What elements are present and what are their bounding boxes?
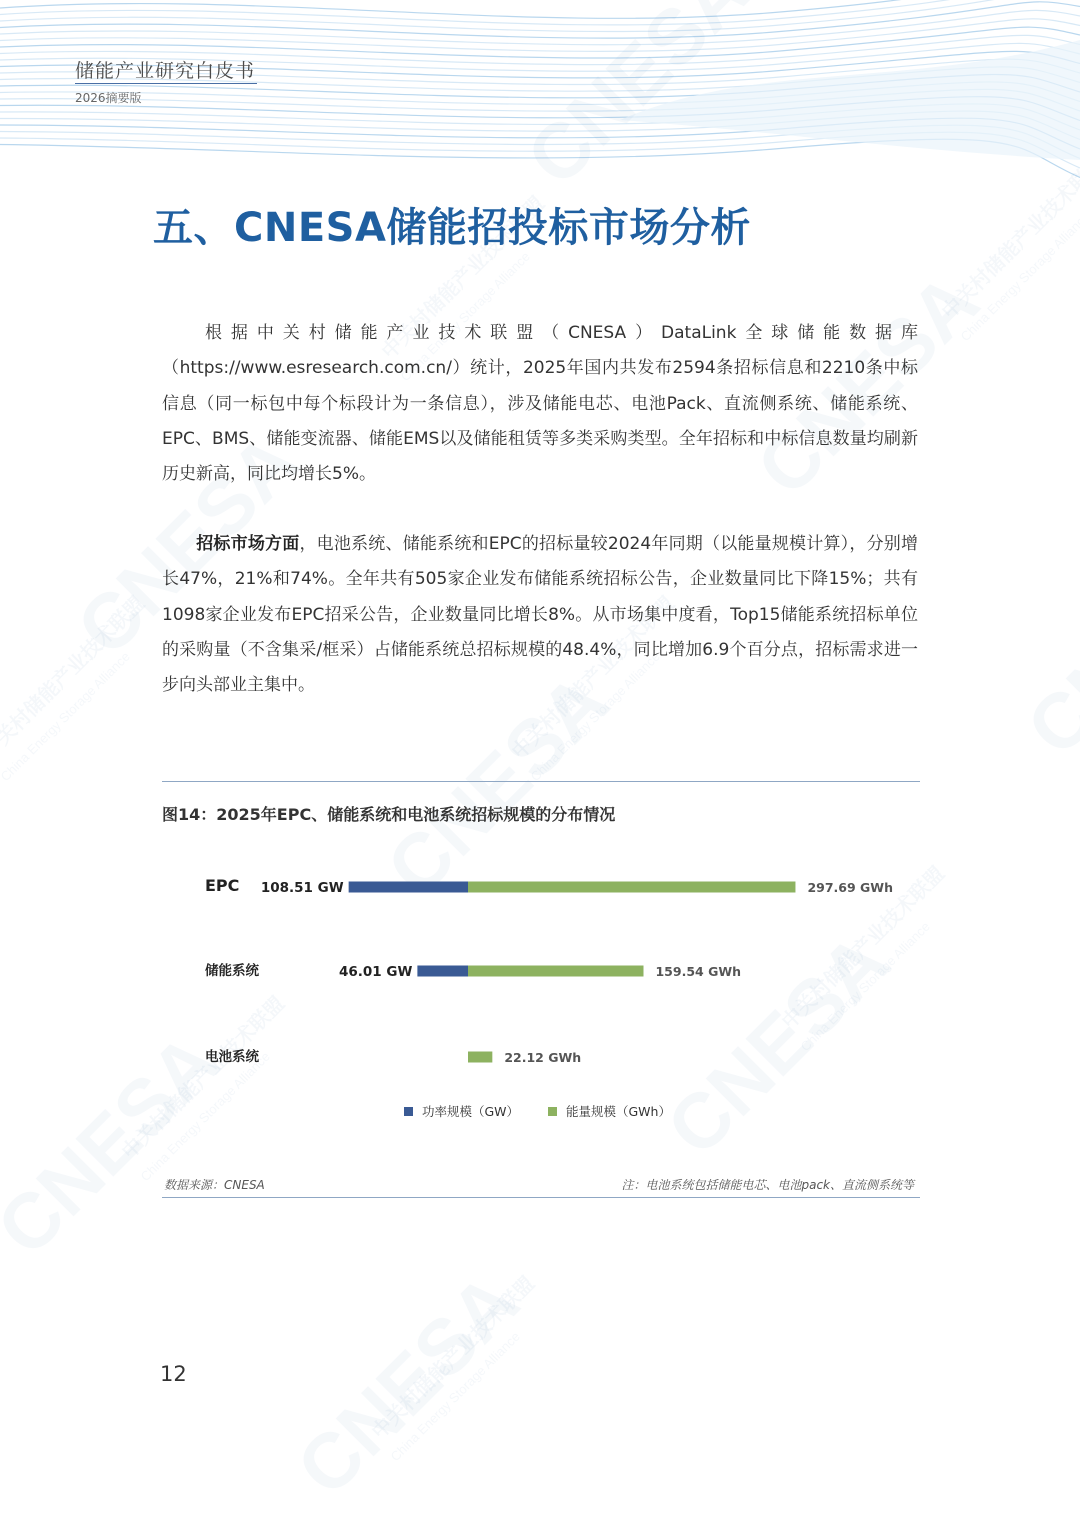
data-label-power: 46.01 GW xyxy=(339,964,413,980)
header-title: 储能产业研究白皮书 xyxy=(75,60,256,82)
bar-energy xyxy=(468,966,643,977)
header-wave-decoration xyxy=(0,0,1080,180)
category-label: 储能系统 xyxy=(205,963,259,979)
legend-swatch-power xyxy=(404,1107,413,1116)
bar-energy xyxy=(468,882,795,893)
wave-line xyxy=(0,2,1080,38)
legend-label-energy: 能量规模（GWh） xyxy=(566,1104,671,1119)
wave-line xyxy=(0,10,1080,44)
paragraph-datalink-stats xyxy=(162,316,918,492)
page-number: 12 xyxy=(160,1362,187,1386)
data-label-energy: 159.54 GWh xyxy=(655,964,742,979)
legend-label-power: 功率规模（GW） xyxy=(422,1104,520,1119)
figure-source: 数据来源：CNESA xyxy=(164,1178,265,1192)
data-label-energy: 297.69 GWh xyxy=(807,880,894,895)
paragraph-2-text: ，电池系统、储能系统和EPC的招标量较2024年同期（以能量规模计算），分别增长47%，21%和74%。全年共有505家企业发布储能系统招标公告，企业数量同比下降15%；共有1098家企业发布EPC招采公告，企业数量同比增长8%。从市场集中度看，Top15储能系统招标单位的采购量（不含集采/框采）占储能系统总招标规模的48.4%，同比增加6.9个百分点，招标需求进一步向头部业主集中。 xyxy=(162,534,919,696)
watermark-cnesa xyxy=(280,1257,535,1512)
data-label-power: 108.51 GW xyxy=(260,880,344,896)
watermark-en xyxy=(958,209,1080,344)
watermark-en xyxy=(388,1329,523,1464)
paragraph-2-lead: 招标市场方面 xyxy=(196,534,300,554)
data-label-energy: 22.12 GWh xyxy=(504,1050,582,1065)
tender-scale-chart xyxy=(162,850,920,1140)
legend-swatch-energy xyxy=(548,1107,557,1116)
figure-title: 图14：2025年EPC、储能系统和电池系统招标规模的分布情况 xyxy=(162,805,616,824)
header-subtitle: 2026摘要版 xyxy=(75,91,142,105)
bar-power xyxy=(417,966,468,977)
figure-top-rule xyxy=(162,781,920,782)
category-label: 电池系统 xyxy=(205,1049,259,1065)
figure-bottom-rule xyxy=(162,1197,920,1198)
section-title: 五、CNESA储能招投标市场分析 xyxy=(153,205,751,251)
bar-power xyxy=(349,882,468,893)
paragraph-tender-market xyxy=(162,527,918,703)
bar-energy xyxy=(468,1052,492,1063)
watermark-cn xyxy=(0,591,149,764)
watermark-en xyxy=(0,649,133,784)
wave-line xyxy=(0,0,1080,18)
wave-line xyxy=(0,0,1080,32)
figure-note: 注：电池系统包括储能电芯、电池pack、直流侧系统等 xyxy=(621,1178,914,1192)
watermark-cn xyxy=(367,1271,540,1444)
paragraph-1-text: 根据中关村储能产业技术联盟（CNESA）DataLink全球储能数据库（https://www.esresearch.com.cn/）统计，2025年国内共发布2594条招标信息和2210条中标信息（同一标包中每个标段计为一条信息），涉及储能电芯、电池Pack、直流侧系统、储能系统、EPC、BMS、储能变流器、储能EMS以及储能租赁等多类采购类型。全年招标和中标信息数量均刷新历史新高，同比均增长5%。 xyxy=(162,323,918,485)
header-underline xyxy=(75,83,257,84)
watermark-cnesa xyxy=(1010,517,1080,772)
category-label: EPC xyxy=(205,876,240,895)
